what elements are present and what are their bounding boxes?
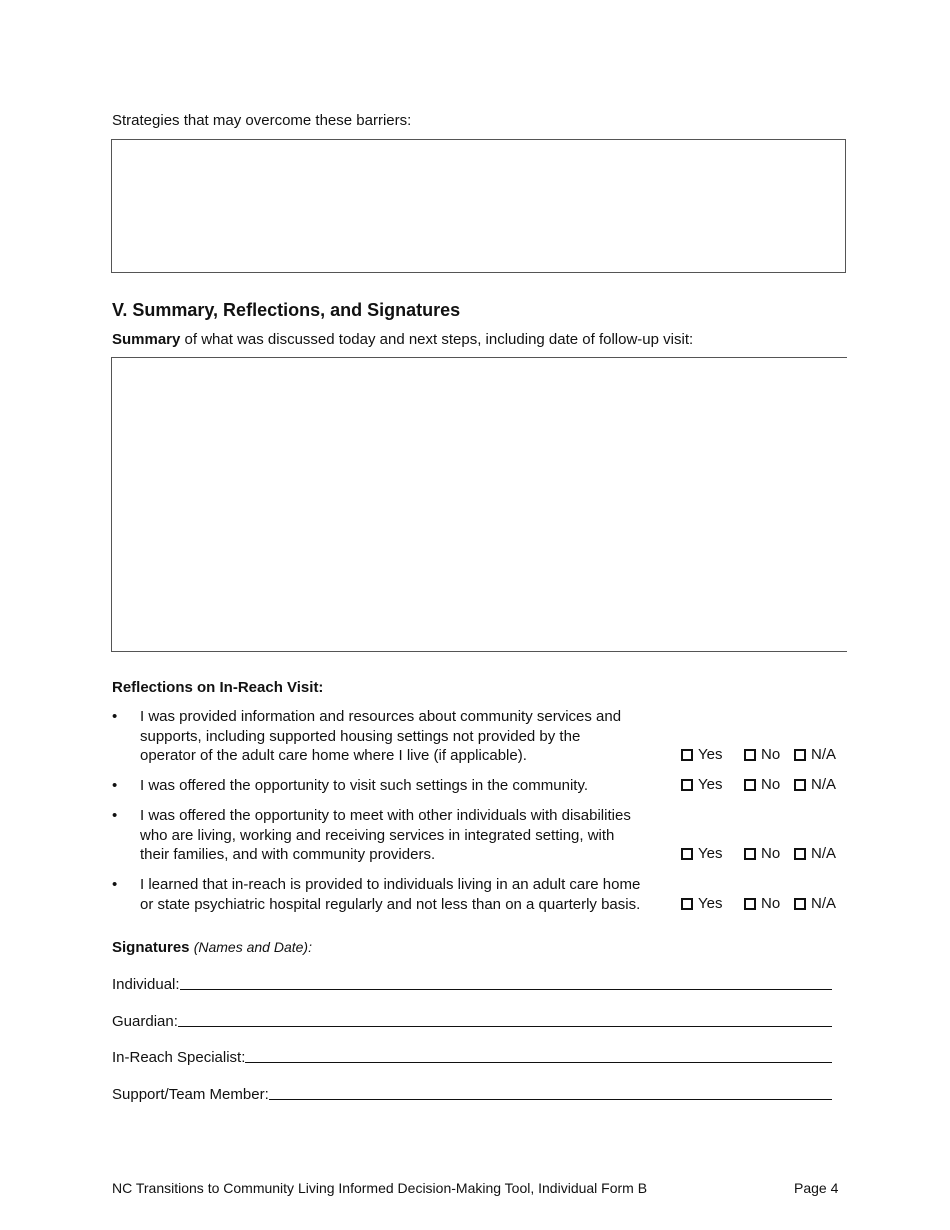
no-label: No bbox=[761, 776, 781, 793]
reflection-item-line: operator of the adult care home where I live (if applicable). bbox=[140, 747, 527, 764]
na-checkbox-item-1[interactable] bbox=[794, 746, 836, 763]
signature-line-individual[interactable] bbox=[180, 975, 832, 990]
checkbox-icon bbox=[744, 749, 756, 761]
no-checkbox-item-2[interactable] bbox=[744, 776, 780, 793]
no-label: No bbox=[761, 845, 781, 862]
reflection-item-line: supports, including supported housing settings not provided by the bbox=[140, 727, 581, 745]
strategies-text-box[interactable] bbox=[111, 139, 846, 273]
reflection-item-3 bbox=[140, 806, 631, 865]
checkbox-icon bbox=[794, 749, 806, 761]
na-checkbox-item-3[interactable] bbox=[794, 845, 836, 862]
signature-line-guardian[interactable] bbox=[178, 1012, 832, 1027]
reflection-item-line: I was offered the opportunity to meet with other individuals with disabilities bbox=[140, 807, 631, 824]
reflection-item-line: I was provided information and resources about community services and bbox=[140, 708, 622, 725]
signature-line-in-reach-specialist[interactable] bbox=[245, 1048, 832, 1063]
bullet-marker: • bbox=[112, 876, 118, 893]
summary-text-box[interactable] bbox=[111, 357, 847, 652]
signatures-heading bbox=[112, 939, 312, 956]
summary-label-bold: Summary bbox=[112, 331, 181, 348]
reflection-item-2 bbox=[140, 776, 588, 796]
yes-label: Yes bbox=[698, 776, 723, 793]
bullet-marker: • bbox=[112, 708, 118, 725]
na-checkbox-item-4[interactable] bbox=[794, 895, 836, 912]
reflection-item-line: their families, and with community providers. bbox=[140, 846, 436, 863]
reflection-item-line: I was offered the opportunity to visit such settings in the community. bbox=[140, 777, 589, 794]
footer-page-number: Page 4 bbox=[794, 1180, 839, 1196]
checkbox-icon bbox=[744, 779, 756, 791]
bullet-marker: • bbox=[112, 777, 118, 794]
reflections-heading: Reflections on In-Reach Visit: bbox=[112, 679, 324, 696]
no-checkbox-item-3[interactable] bbox=[744, 845, 780, 862]
checkbox-icon bbox=[681, 848, 693, 860]
checkbox-icon bbox=[744, 898, 756, 910]
signatures-note: (Names and Date): bbox=[193, 939, 312, 955]
no-checkbox-item-4[interactable] bbox=[744, 895, 780, 912]
yes-label: Yes bbox=[698, 845, 723, 862]
signature-label: Guardian: bbox=[112, 1013, 178, 1030]
yes-checkbox-item-1[interactable] bbox=[681, 746, 722, 763]
na-label: N/A bbox=[811, 776, 837, 793]
signature-label: Individual: bbox=[112, 976, 180, 993]
yes-checkbox-item-2[interactable] bbox=[681, 776, 722, 793]
strategies-label: Strategies that may overcome these barriers: bbox=[112, 112, 412, 129]
checkbox-icon bbox=[681, 779, 693, 791]
yes-checkbox-item-4[interactable] bbox=[681, 895, 722, 912]
signature-row-in-reach-specialist bbox=[112, 1048, 832, 1066]
no-label: No bbox=[761, 746, 781, 763]
signature-row-guardian bbox=[112, 1012, 832, 1030]
summary-label-rest: of what was discussed today and next steps, including date of follow-up visit: bbox=[180, 331, 694, 348]
summary-label bbox=[112, 331, 693, 348]
checkbox-icon bbox=[681, 749, 693, 761]
reflection-item-line: or state psychiatric hospital regularly and not less than on a quarterly basis. bbox=[140, 895, 641, 913]
footer-document-title: NC Transitions to Community Living Informed Decision-Making Tool, Individual Form B bbox=[112, 1180, 648, 1196]
yes-label: Yes bbox=[698, 746, 723, 763]
checkbox-icon bbox=[744, 848, 756, 860]
checkbox-icon bbox=[794, 898, 806, 910]
no-label: No bbox=[761, 895, 781, 912]
signature-label: Support/Team Member: bbox=[112, 1086, 269, 1103]
checkbox-icon bbox=[794, 779, 806, 791]
no-checkbox-item-1[interactable] bbox=[744, 746, 780, 763]
signature-line-support-team-member[interactable] bbox=[269, 1085, 832, 1100]
section-heading: V. Summary, Reflections, and Signatures bbox=[112, 300, 461, 320]
signature-row-individual bbox=[112, 975, 832, 993]
reflection-item-line: I learned that in-reach is provided to individuals living in an adult care home bbox=[140, 876, 641, 893]
signatures-label: Signatures bbox=[112, 939, 190, 956]
checkbox-icon bbox=[794, 848, 806, 860]
signature-row-support-team-member bbox=[112, 1085, 832, 1103]
na-label: N/A bbox=[811, 845, 837, 862]
reflection-item-4 bbox=[140, 875, 640, 914]
signature-label: In-Reach Specialist: bbox=[112, 1049, 246, 1066]
yes-label: Yes bbox=[698, 895, 723, 912]
yes-checkbox-item-3[interactable] bbox=[681, 845, 722, 862]
reflection-item-1 bbox=[140, 707, 621, 766]
bullet-marker: • bbox=[112, 807, 118, 824]
na-label: N/A bbox=[811, 746, 837, 763]
reflection-item-line: who are living, working and receiving services in integrated setting, with bbox=[140, 826, 615, 844]
na-label: N/A bbox=[811, 895, 837, 912]
na-checkbox-item-2[interactable] bbox=[794, 776, 836, 793]
checkbox-icon bbox=[681, 898, 693, 910]
